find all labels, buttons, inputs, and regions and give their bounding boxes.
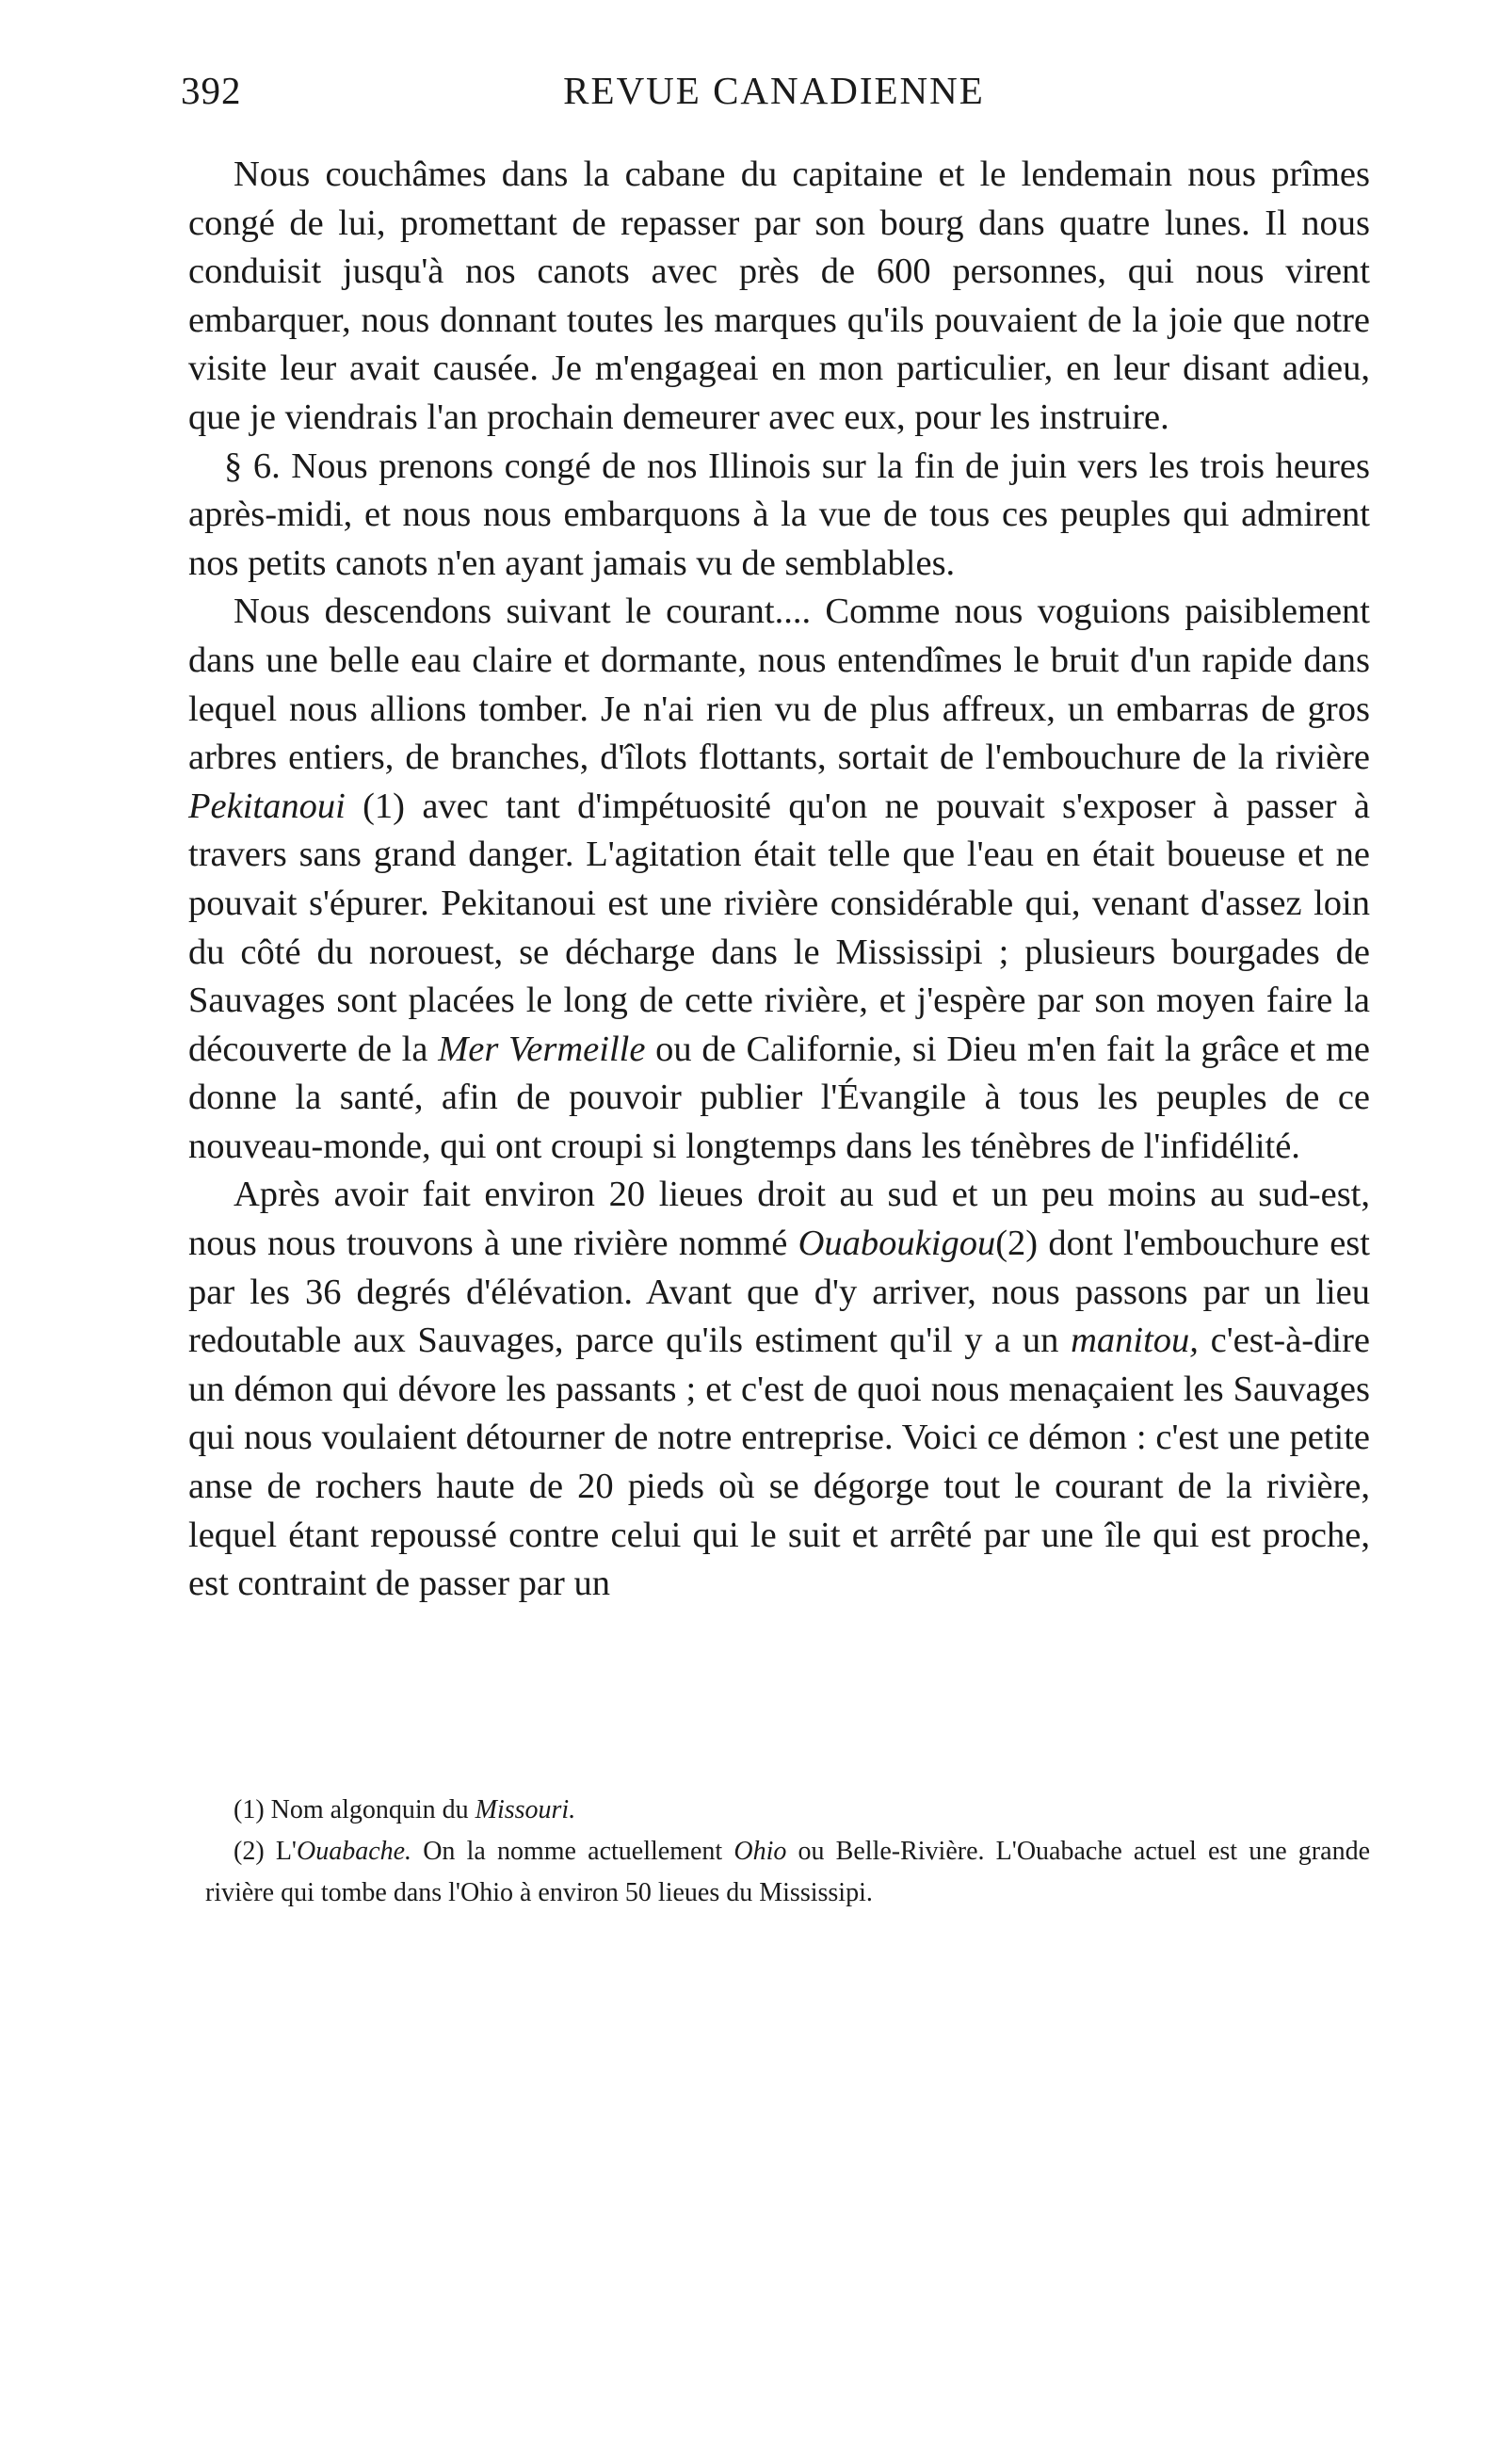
footnotes xyxy=(205,1790,1370,1914)
footnote-1-italic: Missouri. xyxy=(475,1795,576,1824)
paragraph-3-text-c: ou de Californie, si Dieu m'en fait la grâce et me donne la santé, afin de pouvoir publier l'Évangile à tous les peuples de ce nouveau-monde, qui ont croupi si longtemps dans les ténèbres de l'infidélité. xyxy=(188,1029,1370,1166)
paragraph-4-text-b: (2) dont l'embouchure est par les 36 degrés d'élévation. Avant que d'y arriver, nous passons par un lieu redoutable aux Sauvages, parce qu'ils estiment qu'il y a un xyxy=(188,1224,1370,1361)
paragraph-4-text-c: c'est-à-dire un démon qui dévore les passants ; et c'est de quoi nous menaçaient les Sauvages qui nous voulaient détourner de notre entreprise. Voici ce démon : c'est une petite anse de rochers haute de 20 pieds où se dégorge tout le courant de la rivière, lequel étant repoussé contre celui qui le suit et arrêté par une île qui est proche, est contraint de passer par un xyxy=(188,1321,1370,1604)
footnote-2-italic-ouabache: Ouabache. xyxy=(296,1837,412,1866)
running-title: REVUE CANADIENNE xyxy=(563,69,985,112)
footnote-1 xyxy=(205,1790,1370,1831)
paragraph-section-6-text: § 6. Nous prenons congé de nos Illinois sur la fin de juin vers les trois heures après-midi, et nous nous embarquons à la vue de tous ces peuples qui admirent nos petits canots n'en ayant jamais vu de semblables. xyxy=(188,446,1370,583)
term-ouaboukigou: Ouaboukigou xyxy=(798,1224,996,1264)
term-pekitanoui: Pekitanoui xyxy=(188,786,346,826)
paragraph-3-text-a: Nous descendons suivant le courant.... Comme nous voguions paisiblement dans une belle eau claire et dormante, nous entendîmes le bruit d'un rapide dans lequel nous allions tomber. Je n'ai rien vu de plus affreux, un embarras de gros arbres entiers, de branches, d'îlots flottants, sortait de l'embouchure de la rivière xyxy=(188,592,1370,778)
paragraph-1-text: Nous couchâmes dans la cabane du capitaine et le lendemain nous prîmes congé de lui, promettant de repasser par son bourg dans quatre lunes. Il nous conduisit jusqu'à nos canots avec près de 600 personnes, qui nous virent embarquer, nous donnant toutes les marques qu'ils pouvaient de la joie que notre visite leur avait causée. Je m'engageai en mon particulier, en leur disant adieu, que je viendrais l'an prochain demeurer avec eux, pour les instruire. xyxy=(188,154,1370,437)
footnote-2-text-b: On la nomme actuellement xyxy=(411,1837,734,1866)
paragraph-3 xyxy=(188,588,1370,1171)
running-head xyxy=(181,68,1367,124)
body-text xyxy=(188,151,1370,1609)
page-number: 392 xyxy=(181,69,242,112)
footnote-2-text-c: ou Belle-Rivière. L'Ouabache actuel est une grande rivière qui tombe dans l'Ohio à environ 50 lieues du Mississipi. xyxy=(205,1837,1370,1907)
paragraph-4 xyxy=(188,1171,1370,1608)
paragraph-3-text-b: (1) avec tant d'impétuosité qu'on ne pouvait s'exposer à passer à travers sans grand danger. L'agitation était telle que l'eau en était boueuse et ne pouvait s'épurer. Pekitanoui est une rivière considérable qui, venant d'assez loin du côté du norouest, se décharge dans le Mississipi ; plusieurs bourgades de Sauvages sont placées le long de cette rivière, et j'espère par son moyen faire la découverte de la xyxy=(188,786,1370,1069)
footnote-2-italic-ohio: Ohio xyxy=(733,1837,787,1866)
paragraph-1 xyxy=(188,151,1370,443)
footnote-2 xyxy=(205,1831,1370,1914)
term-manitou: manitou, xyxy=(1071,1321,1199,1361)
paragraph-section-6 xyxy=(188,443,1370,589)
footnote-1-text: (1) Nom algonquin du xyxy=(234,1795,475,1824)
term-mer-vermeille: Mer Vermeille xyxy=(438,1029,646,1069)
footnote-2-text-a: (2) L' xyxy=(234,1837,297,1866)
paragraph-4-text-a: Après avoir fait environ 20 lieues droit au sud et un peu moins au sud-est, nous nous trouvons à une rivière nommé xyxy=(188,1175,1370,1264)
